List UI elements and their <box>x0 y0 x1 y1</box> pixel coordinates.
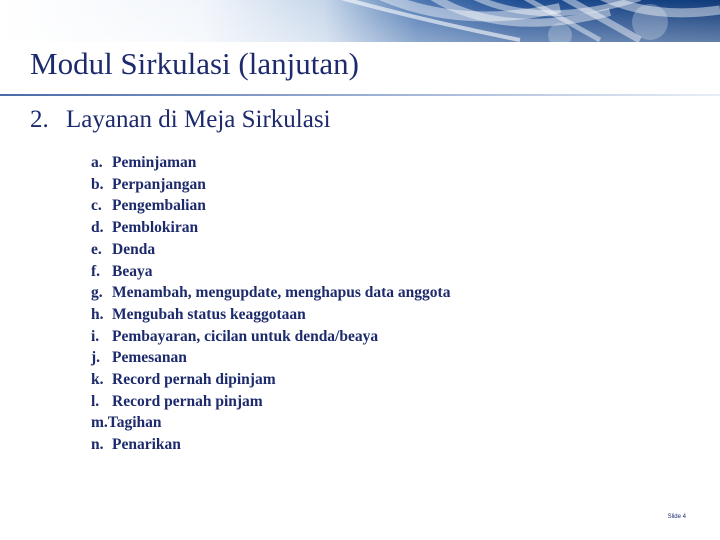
list-item-text: Record pernah pinjam <box>112 392 263 410</box>
list-item <box>91 391 450 413</box>
list-item <box>91 412 450 434</box>
list-item-text: Pemesanan <box>112 349 187 367</box>
list-item <box>91 152 450 174</box>
title-divider <box>0 94 720 96</box>
list-marker: e. <box>91 240 102 258</box>
list-marker: m. <box>91 414 108 432</box>
list-item <box>91 261 450 283</box>
list-item <box>91 434 450 456</box>
list-item <box>91 347 450 369</box>
list-item-text: Mengubah status keaggotaan <box>112 305 306 323</box>
slide-title: Modul Sirkulasi (lanjutan) <box>30 46 359 81</box>
list-marker: h. <box>91 305 104 323</box>
list-marker: k. <box>91 371 104 389</box>
list-item-text: Peminjaman <box>112 154 197 171</box>
list-marker: a. <box>91 154 103 171</box>
list-marker: n. <box>91 436 104 454</box>
list-marker: j. <box>91 349 101 367</box>
list-item-text: Record pernah dipinjam <box>112 371 276 389</box>
section-heading <box>30 106 331 134</box>
list-item-text: Beaya <box>112 262 153 280</box>
list-item <box>91 195 450 217</box>
header-banner <box>0 0 720 42</box>
service-list <box>91 152 450 456</box>
section-number: 2. <box>30 106 49 133</box>
list-marker: c. <box>91 197 102 215</box>
list-item <box>91 326 450 348</box>
list-marker: g. <box>91 284 103 302</box>
list-item-text: Perpanjangan <box>112 175 206 193</box>
list-item <box>91 369 450 391</box>
list-item <box>91 304 450 326</box>
list-marker: d. <box>91 219 104 237</box>
list-item <box>91 282 450 304</box>
banner-graphic <box>0 0 720 42</box>
list-item-text: Denda <box>112 240 156 258</box>
list-item <box>91 239 450 261</box>
list-marker: f. <box>91 262 101 280</box>
list-item-text: Penarikan <box>112 436 181 454</box>
list-item-text: Tagihan <box>107 414 162 432</box>
list-item <box>91 174 450 196</box>
slide-number: Slide 4 <box>667 514 686 520</box>
section-heading-text: Layanan di Meja Sirkulasi <box>66 106 331 133</box>
list-marker: i. <box>91 327 100 345</box>
list-item-text: Pengembalian <box>112 197 206 215</box>
list-marker: b. <box>91 175 104 193</box>
list-item <box>91 217 450 239</box>
list-item-text: Pembayaran, cicilan untuk denda/beaya <box>112 327 379 345</box>
list-item-text: Menambah, mengupdate, menghapus data anggota <box>112 284 451 302</box>
list-item-text: Pemblokiran <box>112 219 199 237</box>
list-marker: l. <box>91 392 100 410</box>
